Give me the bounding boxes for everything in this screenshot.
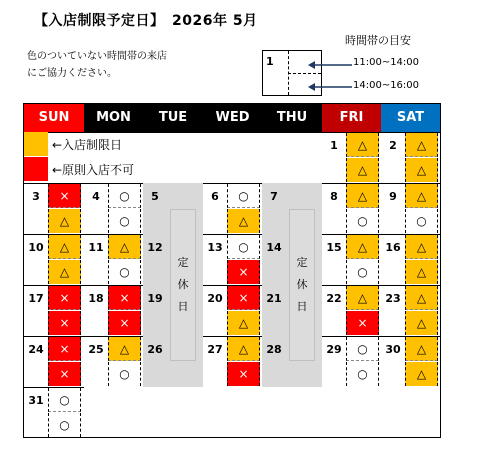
day-number: 27: [207, 343, 223, 356]
status-legend-item: [24, 132, 246, 156]
closed-label-char: 日: [296, 300, 308, 313]
time-slot: △: [346, 184, 379, 208]
note-line-1: 色のついていない時間帯の来店: [27, 51, 167, 62]
time-slot: △: [346, 235, 379, 259]
time-slot: ×: [346, 311, 379, 335]
time-slot: ○: [48, 388, 81, 412]
time-slot: ×: [108, 286, 141, 310]
day-number: 28: [266, 343, 282, 356]
closed-day-label: [170, 209, 196, 361]
time-slot: △: [48, 209, 81, 233]
day-number: 9: [389, 190, 397, 203]
day-number: 17: [28, 292, 44, 305]
time-slot: ×: [227, 260, 260, 284]
time-slot: △: [227, 337, 260, 361]
closed-label-char: 日: [177, 300, 189, 313]
time-slot: △: [405, 311, 438, 335]
time-slot: △: [405, 235, 438, 259]
day-number: 15: [326, 241, 342, 254]
time-slot: ×: [227, 286, 260, 310]
time-slot: △: [405, 337, 438, 361]
day-number: 12: [147, 241, 163, 254]
time-slot: △: [405, 260, 438, 284]
day-number: 7: [270, 190, 278, 203]
weekday-header: FRI: [322, 104, 381, 132]
weekday-header: SUN: [24, 104, 84, 132]
time-slot: △: [108, 337, 141, 361]
day-number: 11: [88, 241, 104, 254]
day-number: 25: [88, 343, 104, 356]
time-slot: ×: [48, 311, 81, 335]
status-swatch: [24, 132, 48, 156]
time-slot: ×: [48, 184, 81, 208]
weekday-header: SAT: [381, 104, 440, 132]
time-slot: ○: [108, 260, 141, 284]
time-slot: △: [405, 184, 438, 208]
day-number: 3: [32, 190, 40, 203]
day-number: 22: [326, 292, 342, 305]
day-number: 8: [330, 190, 338, 203]
closed-label-char: 休: [177, 278, 189, 291]
day-number: 29: [326, 343, 342, 356]
calendar-grid: [23, 103, 441, 438]
slot-arrows: [304, 56, 356, 96]
time-slot: ×: [48, 362, 81, 386]
day-number: 24: [28, 343, 44, 356]
status-legend-text: ←入店制限日: [52, 138, 123, 152]
time-slot: ○: [48, 413, 81, 437]
time-slot: △: [405, 362, 438, 386]
day-number: 19: [147, 292, 163, 305]
slot-1-time: 11:00~14:00: [353, 57, 420, 68]
day-number: 2: [389, 139, 397, 152]
closed-label-char: 定: [177, 256, 189, 269]
time-slot: △: [227, 311, 260, 335]
day-number: 20: [207, 292, 223, 305]
sample-day-number: 1: [266, 55, 274, 68]
time-slot: ○: [405, 209, 438, 233]
time-slot: △: [346, 286, 379, 310]
time-slot: ○: [227, 235, 260, 259]
time-slot: ×: [108, 311, 141, 335]
time-slot: △: [346, 158, 379, 182]
time-slot: △: [48, 260, 81, 284]
time-slot: ×: [48, 286, 81, 310]
weekday-header: THU: [262, 104, 322, 132]
weekday-header: WED: [203, 104, 262, 132]
time-slot: △: [48, 235, 81, 259]
time-slot: △: [108, 235, 141, 259]
day-number: 13: [207, 241, 223, 254]
time-slot: ○: [346, 260, 379, 284]
day-number: 14: [266, 241, 282, 254]
day-number: 4: [92, 190, 100, 203]
time-slot: △: [346, 133, 379, 157]
time-slot: △: [405, 286, 438, 310]
status-legend-text: ←原則入店不可: [52, 163, 135, 177]
time-slot: ○: [108, 362, 141, 386]
closed-day-label: [289, 209, 315, 361]
day-number: 18: [88, 292, 104, 305]
slot-2-time: 14:00~16:00: [353, 80, 420, 91]
day-number: 1: [330, 139, 338, 152]
time-slot: ×: [48, 337, 81, 361]
status-legend-item: [24, 157, 246, 181]
time-slot: ○: [346, 362, 379, 386]
day-number: 6: [211, 190, 219, 203]
day-number: 30: [385, 343, 401, 356]
visit-note: [27, 48, 167, 82]
time-slot: ○: [346, 337, 379, 361]
closed-label-char: 定: [296, 256, 308, 269]
arrow-left-icon: [308, 61, 352, 69]
day-number: 26: [147, 343, 163, 356]
time-slot: ○: [108, 184, 141, 208]
time-slot: △: [405, 158, 438, 182]
time-slot: ×: [227, 362, 260, 386]
day-number: 10: [28, 241, 44, 254]
status-swatch: [24, 157, 48, 181]
weekday-header: MON: [84, 104, 143, 132]
day-number: 16: [385, 241, 401, 254]
note-line-2: にご協力ください。: [27, 68, 117, 79]
time-slot: ○: [227, 184, 260, 208]
time-slot-heading: 時間帯の目安: [345, 34, 411, 47]
time-slot: ○: [346, 209, 379, 233]
closed-label-char: 休: [296, 278, 308, 291]
day-number: 5: [151, 190, 159, 203]
arrow-left-icon: [308, 83, 352, 91]
time-slot: ○: [108, 209, 141, 233]
time-slot: △: [227, 209, 260, 233]
time-slot: △: [405, 133, 438, 157]
page-title: 【入店制限予定日】 2026年 5月: [34, 13, 258, 29]
day-number: 21: [266, 292, 282, 305]
weekday-header: TUE: [143, 104, 203, 132]
day-number: 23: [385, 292, 401, 305]
day-number: 31: [28, 394, 44, 407]
